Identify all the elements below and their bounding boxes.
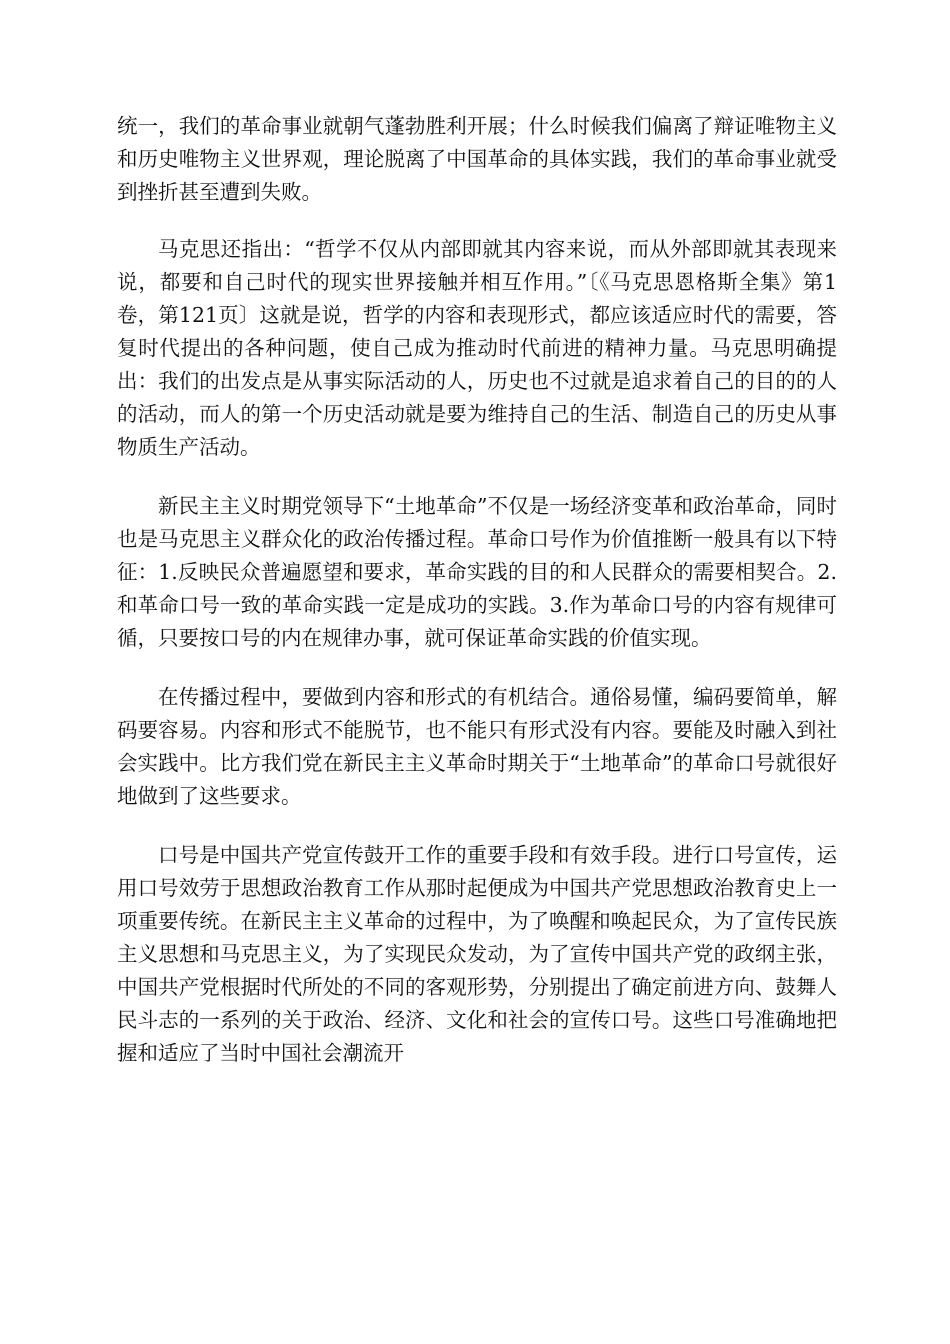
document-body (117, 110, 837, 1096)
paragraph-marx-quote: 马克思还指出：“哲学不仅从内部即就其内容来说，而从外部即就其表现来说，都要和自己时代的现实世界接触并相互作用。”〔《马克思恩格斯全集》第1卷，第121页〕这就是说，哲学的内容和表现形式，都应该适应时代的需要，答复时代提出的各种问题，使自己成为推动时代前进的精神力量。马克思明确提出：我们的出发点是从事实际活动的人，历史也不过就是追求着自己的目的的人的活动，而人的第一个历史活动就是要为维持自己的生活、制造自己的历史从事物质生产活动。 (117, 237, 837, 459)
paragraph-communication-process: 在传播过程中，要做到内容和形式的有机结合。通俗易懂，编码要简单，解码要容易。内容和形式不能脱节，也不能只有形式没有内容。要能及时融入到社会实践中。比方我们党在新民主主义革命时期关于“土地革命”的革命口号就很好地做到了这些要求。 (117, 685, 837, 808)
paragraph-land-revolution: 新民主主义时期党领导下“土地革命”不仅是一场经济变革和政治革命，同时也是马克思主义群众化的政治传播过程。革命口号作为价值推断一般具有以下特征：1.反映民众普遍愿望和要求，革命实践的目的和人民群众的需要相契合。2.和革命口号一致的革命实践一定是成功的实践。3.作为革命口号的内容有规律可循，只要按口号的内在规律办事，就可保证革命实践的价值实现。 (117, 494, 837, 650)
paragraph-slogan-propaganda: 口号是中国共产党宣传鼓开工作的重要手段和有效手段。进行口号宣传，运用口号效劳于思想政治教育工作从那时起便成为中国共产党思想政治教育史上一项重要传统。在新民主主义革命的过程中，为了唤醒和唤起民众，为了宣传民族主义思想和马克思主义，为了实现民众发动，为了宣传中国共产党的政纲主张，中国共产党根据时代所处的不同的客观形势，分别提出了确定前进方向、鼓舞人民斗志的一系列的关于政治、经济、文化和社会的宣传口号。这些口号准确地把握和适应了当时中国社会潮流开 (117, 843, 837, 1065)
paragraph-continuation: 统一，我们的革命事业就朝气蓬勃胜利开展；什么时候我们偏离了辩证唯物主义和历史唯物主义世界观，理论脱离了中国革命的具体实践，我们的革命事业就受到挫折甚至遭到失败。 (117, 114, 837, 204)
